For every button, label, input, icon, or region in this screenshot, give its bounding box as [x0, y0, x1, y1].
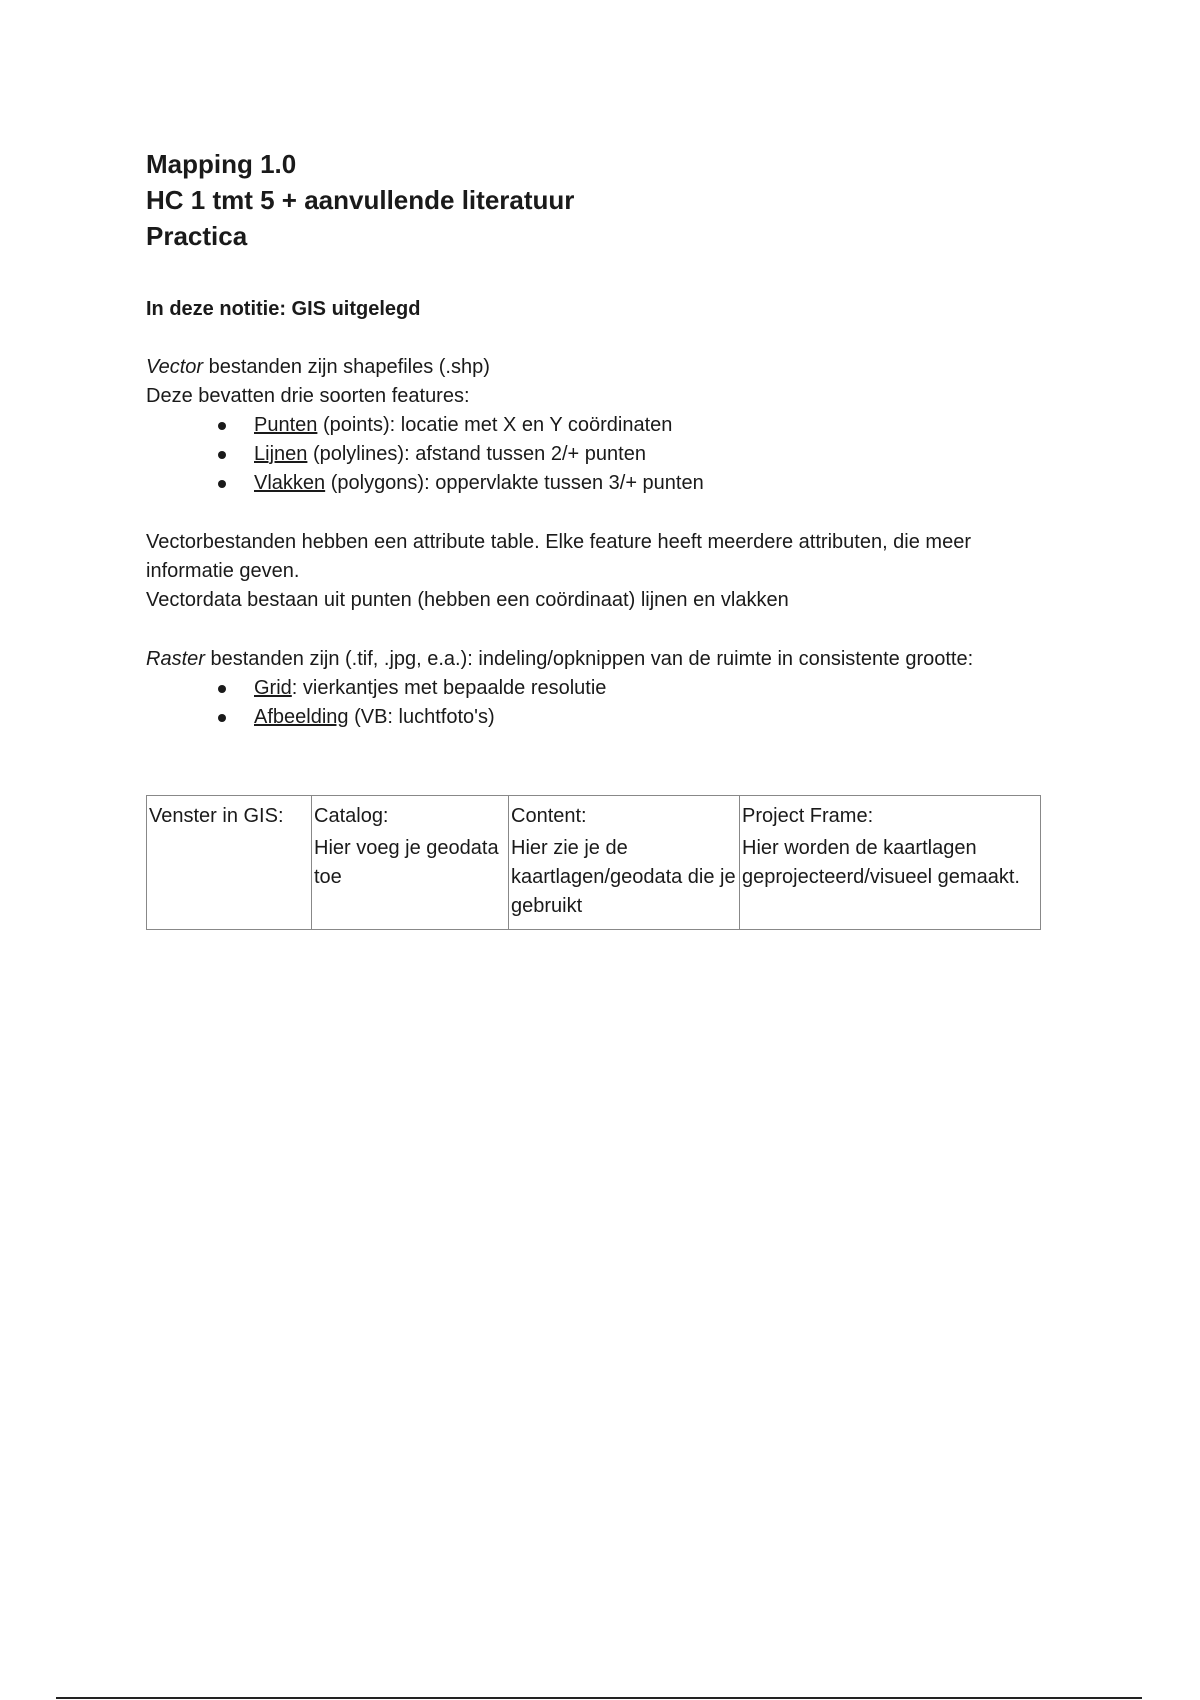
vector-section: [146, 353, 1046, 498]
list-item: [218, 703, 1046, 732]
gis-windows-table: [146, 795, 1041, 930]
raster-type-list: [146, 674, 1046, 732]
section-subheading: In deze notitie: GIS uitgelegd: [146, 298, 421, 320]
cell-heading: Catalog:: [314, 805, 389, 827]
vector-term: Vector: [146, 356, 204, 378]
list-item-text: (points): locatie met X en Y coördinaten: [317, 414, 673, 436]
list-item-term: Lijnen: [254, 443, 308, 465]
cell-text: Hier voeg je geodata toe: [314, 837, 499, 888]
vector-description-section: [146, 528, 1046, 615]
title-line-1: Mapping 1.0: [146, 149, 297, 179]
raster-intro-text: bestanden zijn (.tif, .jpg, e.a.): indeling/opknippen van de ruimte in consistente grootte:: [204, 648, 974, 670]
list-item-text: : vierkantjes met bepaalde resolutie: [291, 677, 607, 699]
vector-description-p1: Vectorbestanden hebben een attribute table. Elke feature heeft meerdere attributen, die meer informatie geven.: [146, 531, 971, 582]
list-item-text: (polylines): afstand tussen 2/+ punten: [307, 443, 646, 465]
list-item: [218, 469, 1046, 498]
list-item-term: Vlakken: [254, 472, 326, 494]
bullet-icon: [218, 422, 226, 430]
bullet-icon: [218, 480, 226, 488]
raster-intro: [146, 645, 1046, 674]
table-cell-project-frame: [740, 796, 1041, 930]
cell-text: Venster in GIS:: [149, 805, 284, 827]
list-item-term: Punten: [254, 414, 318, 436]
list-item-term: Grid: [254, 677, 292, 699]
title-line-3: Practica: [146, 221, 248, 251]
cell-text: Hier zie je de kaartlagen/geodata die je gebruikt: [511, 837, 736, 917]
list-item: [218, 411, 1046, 440]
vector-description-p2: Vectordata bestaan uit punten (hebben een coördinaat) lijnen en vlakken: [146, 589, 789, 611]
cell-text: Hier worden de kaartlagen geprojecteerd/visueel gemaakt.: [742, 837, 1020, 888]
cell-heading: Project Frame:: [742, 805, 874, 827]
bullet-icon: [218, 451, 226, 459]
list-item-text: (polygons): oppervlakte tussen 3/+ punten: [325, 472, 704, 494]
table-cell-catalog: [312, 796, 509, 930]
vector-feature-list: [146, 411, 1046, 498]
cell-heading: Content:: [511, 805, 587, 827]
title-line-2: HC 1 tmt 5 + aanvullende literatuur: [146, 185, 575, 215]
table-cell-label: [147, 796, 312, 930]
footer-divider: [56, 1697, 1142, 1699]
raster-term: Raster: [146, 648, 205, 670]
vector-intro: [146, 353, 1046, 382]
vector-features-line: Deze bevatten drie soorten features:: [146, 385, 470, 407]
list-item: [218, 674, 1046, 703]
raster-section: [146, 645, 1046, 732]
bullet-icon: [218, 714, 226, 722]
bullet-icon: [218, 685, 226, 693]
list-item-text: (VB: luchtfoto's): [348, 706, 495, 728]
table-row: [147, 796, 1041, 930]
title-block: [146, 146, 574, 254]
vector-intro-text: bestanden zijn shapefiles (.shp): [203, 356, 490, 378]
table-cell-content: [509, 796, 740, 930]
list-item-term: Afbeelding: [254, 706, 349, 728]
list-item: [218, 440, 1046, 469]
